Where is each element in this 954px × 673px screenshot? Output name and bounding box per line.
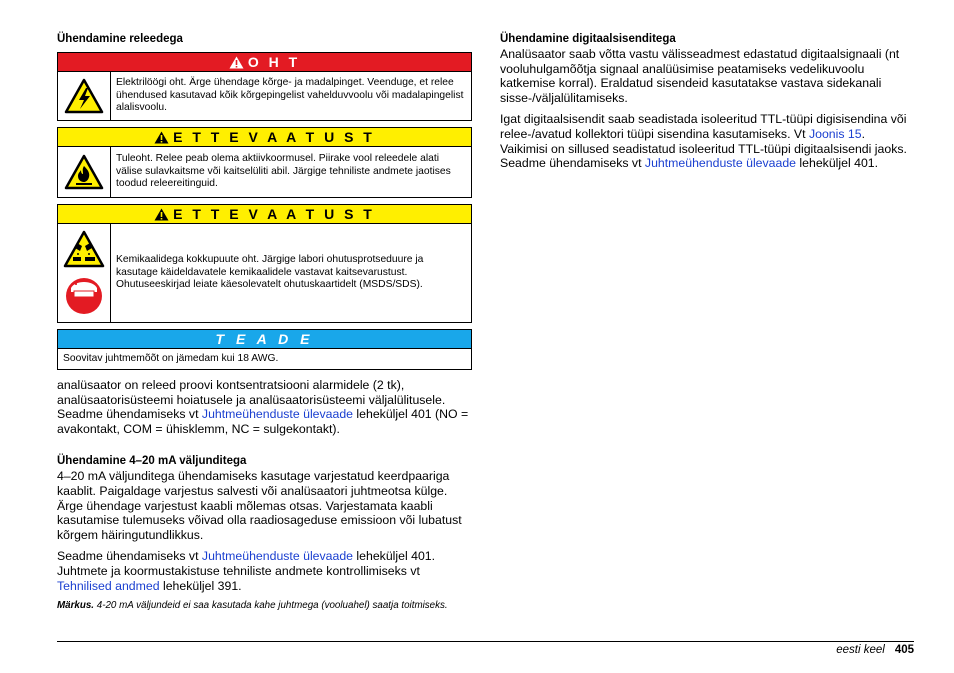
- technical-data-link[interactable]: Tehnilised andmed: [57, 578, 160, 593]
- caution-box-chemical: [57, 204, 472, 323]
- output-note: Märkus. 4-20 mA väljundeid ei saa kasutada kahe juhtmega (vooluahel) saatja toitmiseks.: [57, 600, 448, 612]
- relay-heading: Ühendamine releedega: [57, 33, 183, 45]
- note-label: Märkus.: [57, 600, 95, 612]
- notice-box: [57, 329, 472, 370]
- page-footer: [836, 643, 914, 657]
- left-column: [57, 32, 472, 612]
- danger-header: [58, 53, 471, 72]
- output-paragraph-2: Seadme ühendamiseks vt Juhtmeühenduste ülevaade leheküljel 401. Juhtmete ja koormustakistuse tehniliste andmete kontrollimiseks vt Tehnilised andmed leheküljel 391.: [57, 549, 436, 593]
- protective-equipment-icon: [65, 276, 103, 316]
- danger-label: O H T: [247, 54, 301, 70]
- caution-box-fire: [57, 127, 472, 198]
- caution-chemical-text: Kemikaalidega kokkupuute oht. Järgige labori ohutusprotseduure ja kasutage käideldavatele kemikaalidele vastavat kaitsevarustust. Ohutuseeskirjad leiate käesolevatelt ohutuskaartidelt (MSDS/SDS).: [116, 254, 424, 291]
- warning-triangle-icon: [154, 131, 169, 144]
- figure-15-link[interactable]: Joonis 15: [808, 126, 862, 141]
- caution-header: [58, 128, 471, 147]
- digital-paragraph-1: Analüsaator saab võtta vastu välisseadmest edastatud digitaalsignaali (nt vooluhulgamõõtja signaal analüüsimise peatamiseks vedelikuvoolu katkemise korral). Eraldatud sisendeid kasutatakse vastava sidekanali sisse-/väljalülitamiseks.: [500, 47, 900, 105]
- notice-text: Soovitav juhtmemõõt on jämedam kui 18 AWG.: [63, 352, 279, 364]
- warning-triangle-icon: [154, 208, 169, 221]
- footer-divider: [57, 641, 914, 642]
- electrical-hazard-icon: [64, 78, 104, 114]
- warning-triangle-icon: [229, 56, 244, 69]
- footer-language: eesti keel: [836, 644, 885, 656]
- output-paragraph-1: 4–20 mA väljunditega ühendamiseks kasutage varjestatud keerdpaariga kaablit. Paigaldage varjestus salvesti või analüsaatori juhtmeotsa külge. Ärge ühendage varjestust kaabli mõlemas otsas. Varjestamata kaabli kasutamise tulemuseks võivad olla raadiosageduse emissioon või lubatust kõrgem häiringutundlikkus.: [57, 469, 462, 542]
- caution-header: [58, 205, 471, 224]
- wiring-overview-link[interactable]: Juhtmeühenduste ülevaade: [201, 407, 354, 422]
- fire-hazard-icon: [64, 154, 104, 190]
- wiring-overview-link[interactable]: Juhtmeühenduste ülevaade: [644, 156, 797, 171]
- chemical-hazard-icon: [63, 230, 105, 268]
- digital-paragraph-2: Igat digitaalsisendit saab seadistada isoleeritud TTL-tüüpi digisisendina või relee-/avatud kollektori tüüpi sisendina kasutamiseks. Vt Joonis 15. Vaikimisi on sillused seadistatud isoleeritud TTL-tüüpi digitaalsisendi jaoks. Seadme ühendamiseks vt Juhtmeühenduste ülevaade leheküljel 401.: [500, 112, 907, 171]
- output-heading: Ühendamine 4–20 mA väljunditega: [57, 455, 247, 468]
- danger-box: [57, 52, 472, 121]
- relay-paragraph: analüsaator on releed proovi kontsentratsiooni alarmidele (2 tk), analüsaatorisüsteemi hoiatusele ja analüsaatorisüsteemi väljalülitusele. Seadme ühendamiseks vt Juhtmeühenduste ülevaade leheküljel 401 (NO = avakontakt, COM = ühisklemm, NC = sulgekontakt).: [57, 378, 469, 436]
- digital-heading: Ühendamine digitaalsisenditega: [500, 33, 676, 45]
- caution-fire-text: Tuleoht. Relee peab olema aktiivkoormusel. Piirake vool releedele alati välise sulavkaitsme või kaitselüliti abil. Järgige tehniliste andmete jaotises toodud releereitinguid.: [116, 153, 451, 190]
- danger-text: Elektrilöögi oht. Ärge ühendage kõrge- ja madalpinget. Veenduge, et relee ühendused kasutavad kõik kõrgepingelist vahelduvvoolu või madalapingelist alalisvoolu.: [116, 77, 464, 114]
- caution-label: E T T E V A A T U S T: [173, 206, 375, 222]
- caution-label: E T T E V A A T U S T: [173, 129, 375, 145]
- wiring-overview-link[interactable]: Juhtmeühenduste ülevaade: [201, 549, 354, 564]
- page-number: 405: [894, 644, 914, 656]
- notice-header: T E A D E: [58, 330, 471, 349]
- right-column: [500, 32, 910, 178]
